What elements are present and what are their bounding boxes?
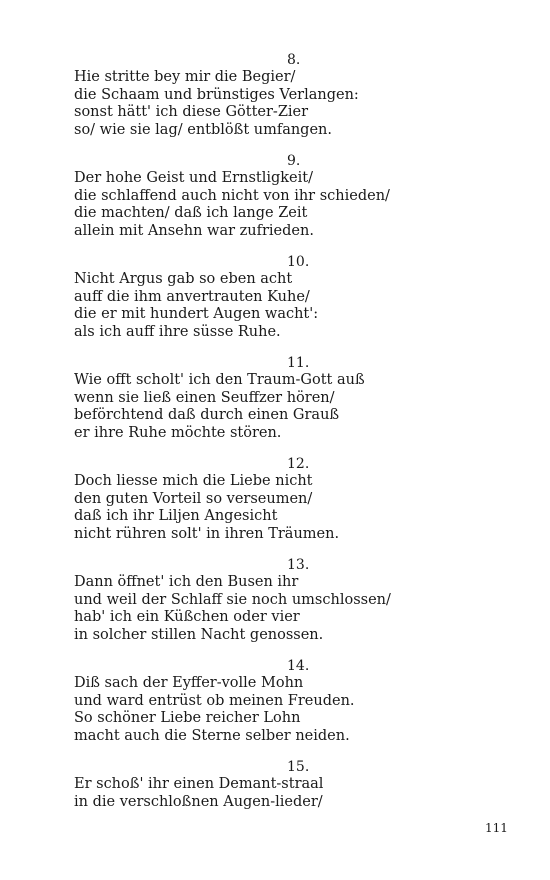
stanza	[74, 52, 514, 139]
verse-line: er ihre Ruhe möchte stören.	[74, 424, 282, 441]
stanza-number: 12.	[287, 456, 310, 472]
verse-line: auff die ihm anvertrauten Kuhe/	[74, 288, 310, 305]
verse-line: als ich auff ihre süsse Ruhe.	[74, 323, 281, 340]
verse-line: Der hohe Geist und Ernstligkeit/	[74, 170, 313, 186]
verse-line: Doch liesse mich die Liebe nicht	[74, 473, 313, 489]
stanza-number: 11.	[287, 355, 310, 371]
stanza	[74, 658, 514, 745]
verse-line: Er schoß' ihr einen Demant-straal	[74, 776, 324, 792]
page-number: 111	[485, 821, 508, 835]
stanza-number: 8.	[287, 52, 301, 68]
stanza	[74, 355, 514, 442]
stanza-number: 13.	[287, 557, 310, 573]
verse-line: So schöner Liebe reicher Lohn	[74, 710, 301, 726]
verse-line: macht auch die Sterne selber neiden.	[74, 727, 350, 744]
stanza-number: 9.	[287, 153, 301, 169]
stanza-number: 14.	[287, 658, 310, 674]
verse-line: und weil der Schlaff sie noch umschlossen/	[74, 591, 391, 608]
verse-line: die er mit hundert Augen wacht':	[74, 306, 319, 322]
verse-line: und ward entrüst ob meinen Freuden.	[74, 692, 355, 709]
verse-line: beförchtend daß durch einen Grauß	[74, 407, 340, 423]
verse-line: wenn sie ließ einen Seuffzer hören/	[74, 389, 335, 406]
verse-line: die machten/ daß ich lange Zeit	[74, 205, 308, 221]
verse-line: Nicht Argus gab so eben acht	[74, 271, 293, 287]
verse-line: Hie stritte bey mir die Begier/	[74, 69, 296, 85]
verse-line: so/ wie sie lag/ entblößt umfangen.	[74, 121, 332, 138]
stanza	[74, 254, 514, 341]
verse-line: Wie offt scholt' ich den Traum-Gott auß	[74, 372, 365, 388]
verse-line: allein mit Ansehn war zufrieden.	[74, 222, 314, 239]
stanza-number: 10.	[287, 254, 310, 270]
verse-line: Dann öffnet' ich den Busen ihr	[74, 574, 299, 590]
verse-line: daß ich ihr Liljen Angesicht	[74, 508, 278, 524]
verse-line: die schlaffend auch nicht von ihr schieden/	[74, 187, 390, 204]
verse-line: Diß sach der Eyffer-volle Mohn	[74, 675, 304, 691]
verse-line: hab' ich ein Küßchen oder vier	[74, 609, 300, 625]
stanza	[74, 759, 514, 811]
verse-line: sonst hätt' ich diese Götter-Zier	[74, 104, 309, 120]
verse-line: den guten Vorteil so verseumen/	[74, 490, 313, 507]
stanza	[74, 153, 514, 240]
verse-line: nicht rühren solt' in ihren Träumen.	[74, 525, 340, 542]
verse-line: die Schaam und brünstiges Verlangen:	[74, 86, 359, 103]
stanza-number: 15.	[287, 759, 310, 775]
verse-line: in solcher stillen Nacht genossen.	[74, 626, 324, 643]
stanza	[74, 557, 514, 644]
verse-line: in die verschloßnen Augen-lieder/	[74, 793, 323, 810]
stanza	[74, 456, 514, 543]
